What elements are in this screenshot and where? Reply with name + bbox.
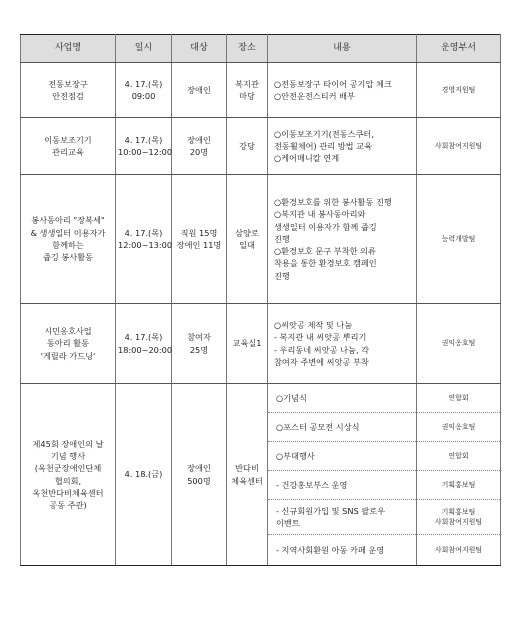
program-name-line: (옥천군장애인단체 (34, 463, 102, 474)
content-cell (268, 175, 417, 304)
program-name-line: 이동보조기기 (44, 134, 92, 145)
target-line: 직원 15명 (180, 227, 218, 238)
target-line: 장애인 (187, 134, 211, 145)
event-item-content (268, 500, 417, 535)
target-cell (172, 63, 227, 118)
content-line: 진행 (274, 233, 290, 244)
content-line: ○복지관 내 봉사동아리와 (274, 209, 366, 220)
content-line: 전동휠체어) 관리 방법 교육 (274, 140, 373, 151)
place-line: 마당 (239, 91, 255, 101)
event-item-content (268, 384, 417, 413)
content-line: - 복지관 내 씨앗공 뿌리기 (274, 332, 367, 343)
place-cell (227, 63, 268, 118)
header-department: 운영부서 (417, 35, 501, 63)
header-datetime: 일시 (116, 35, 172, 63)
content-line: ○이동보조기기(전동스쿠터, (274, 128, 374, 139)
place-line: 체육센터 (231, 475, 263, 486)
target-cell (172, 175, 227, 304)
program-name-line: 옥천반다비체육센터 (32, 487, 104, 498)
event-item-department (417, 442, 501, 471)
program-name-line: 동아리 활동 (46, 338, 90, 349)
event-item-content (268, 471, 417, 500)
content-line: 이벤트 (276, 518, 300, 528)
content-line: - 신규회원가입 및 SNS 팔로우 (276, 505, 385, 516)
event-item-content (268, 535, 417, 566)
datetime-line: 10:00~12:00 (118, 147, 173, 157)
event-item-department (417, 471, 501, 500)
department-cell (417, 175, 501, 304)
program-name-line: 공동 주관) (49, 500, 87, 511)
department-line: 연합회 (448, 451, 469, 460)
event-item-department (417, 500, 501, 535)
program-name-cell (21, 63, 116, 118)
department-cell (417, 63, 501, 118)
header-content: 내용 (268, 35, 417, 63)
program-name-line: 관리교육 (52, 147, 84, 157)
datetime-cell (116, 118, 172, 175)
datetime-line: 18:00~20:00 (118, 344, 173, 355)
department-cell (417, 118, 501, 175)
program-name-line: 안전점검 (52, 91, 84, 101)
table-row (21, 384, 501, 413)
datetime-line: 09:00 (131, 91, 156, 101)
department-line: 사회참여지원팀 (434, 141, 483, 150)
datetime-cell (116, 304, 172, 384)
event-item-content (268, 413, 417, 442)
program-name-line: & 생생일터 이용자가 (30, 227, 106, 238)
content-line: ○씨앗공 제작 및 나눔 (274, 319, 353, 330)
datetime-cell (116, 384, 172, 566)
target-line: 장애인 (187, 463, 211, 474)
content-cell (268, 118, 417, 175)
program-name-line: 기념 행사 (50, 450, 86, 461)
department-line: 경영지원팀 (441, 85, 476, 94)
datetime-cell (116, 175, 172, 304)
content-line: ○부대행사 (276, 450, 315, 461)
program-name-line: 줍깅 봉사활동 (42, 252, 94, 263)
program-name-cell (21, 118, 116, 175)
content-line: ○환경보호 문구 부착한 의류 (274, 246, 376, 257)
content-cell (268, 304, 417, 384)
target-line: 장애인 (187, 84, 211, 95)
place-line: 일대 (239, 240, 255, 250)
header-program-name: 사업명 (21, 35, 116, 63)
target-line: 20명 (189, 147, 209, 157)
content-line: 진행 (274, 270, 290, 281)
content-line: - 우리동네 씨앗공 나눔, 각 (274, 344, 370, 355)
program-name-line: 시민옹호사업 (44, 326, 92, 337)
place-cell (227, 118, 268, 175)
datetime-line: 12:00~13:00 (118, 240, 173, 250)
department-line: 연합회 (448, 393, 469, 402)
target-line: 참여자 (187, 332, 211, 343)
datetime-line: 4. 17.(목) (124, 134, 163, 145)
content-line: ○기념식 (276, 392, 307, 403)
place-cell (227, 384, 268, 566)
program-name-line: 전동보장구 (48, 78, 88, 89)
target-line: 500명 (187, 475, 211, 486)
header-target: 대상 (172, 35, 227, 63)
target-cell (172, 384, 227, 566)
department-line: 기획홍보팀 (441, 480, 476, 489)
content-line: ○안전운전스티커 배부 (274, 91, 355, 101)
content-line: 생생일터 이용자가 함께 줍깅 (274, 221, 377, 232)
department-line: 권익옹호팀 (441, 422, 476, 431)
header-place: 장소 (227, 35, 268, 63)
target-cell (172, 304, 227, 384)
table-row (21, 118, 501, 175)
content-line: ○전동보장구 타이어 공기압 체크 (274, 78, 392, 89)
department-line: 사회참여지원팀 (434, 518, 483, 526)
place-line: 강당 (239, 140, 255, 151)
table-row (21, 304, 501, 384)
content-line: ○케어매니칼 연계 (274, 153, 340, 164)
datetime-line: 4. 17.(목) (124, 78, 163, 89)
datetime-line: 4. 17.(목) (124, 227, 163, 238)
event-item-department (417, 535, 501, 566)
schedule-sheet (20, 34, 500, 566)
datetime-line: 4. 17.(목) (124, 332, 163, 343)
content-line: - 건강홍보부스 운영 (276, 479, 348, 490)
department-line: 사회참여지원팀 (434, 545, 483, 554)
content-line: - 지역사회환원 아동 카페 운영 (276, 544, 385, 555)
content-line: 착용을 통한 환경보호 캠페인 (274, 258, 377, 269)
program-name-line: 함께하는 (52, 240, 84, 250)
department-line: 권익옹호팀 (441, 339, 476, 348)
target-line: 25명 (189, 344, 209, 355)
target-line: 장애인 11명 (176, 240, 222, 250)
event-item-content (268, 442, 417, 471)
place-cell (227, 304, 268, 384)
datetime-cell (116, 63, 172, 118)
target-cell (172, 118, 227, 175)
program-name-line: 제45회 장애인의 날 (32, 438, 104, 449)
program-name-cell (21, 304, 116, 384)
place-cell (227, 175, 268, 304)
content-line: ○포스터 공모전 시상식 (276, 421, 360, 432)
event-item-department (417, 413, 501, 442)
place-line: 반다비 (235, 463, 259, 474)
content-line: ○환경보호를 위한 봉사활동 진행 (274, 196, 392, 207)
event-schedule-table (20, 34, 501, 566)
program-name-cell (21, 175, 116, 304)
department-line: 기획홍보팀 (441, 507, 476, 516)
event-item-department (417, 384, 501, 413)
program-name-cell (21, 384, 116, 566)
datetime-line: 4. 18.(금) (124, 469, 163, 480)
place-line: 복지관 (235, 78, 259, 89)
place-line: 교육실1 (232, 338, 262, 349)
header-row (21, 35, 501, 63)
department-line: 능력개발팀 (441, 234, 476, 243)
content-cell (268, 63, 417, 118)
program-name-line: 협의회, (54, 475, 82, 486)
table-row (21, 175, 501, 304)
content-line: 참여자 주변에 씨앗공 부착 (274, 356, 369, 367)
table-row (21, 63, 501, 118)
program-name-line: 봉사동아리 "장복세" (31, 215, 105, 226)
department-cell (417, 304, 501, 384)
place-line: 삼양로 (235, 227, 259, 238)
program-name-line: '게릴라 가드닝' (40, 350, 96, 361)
